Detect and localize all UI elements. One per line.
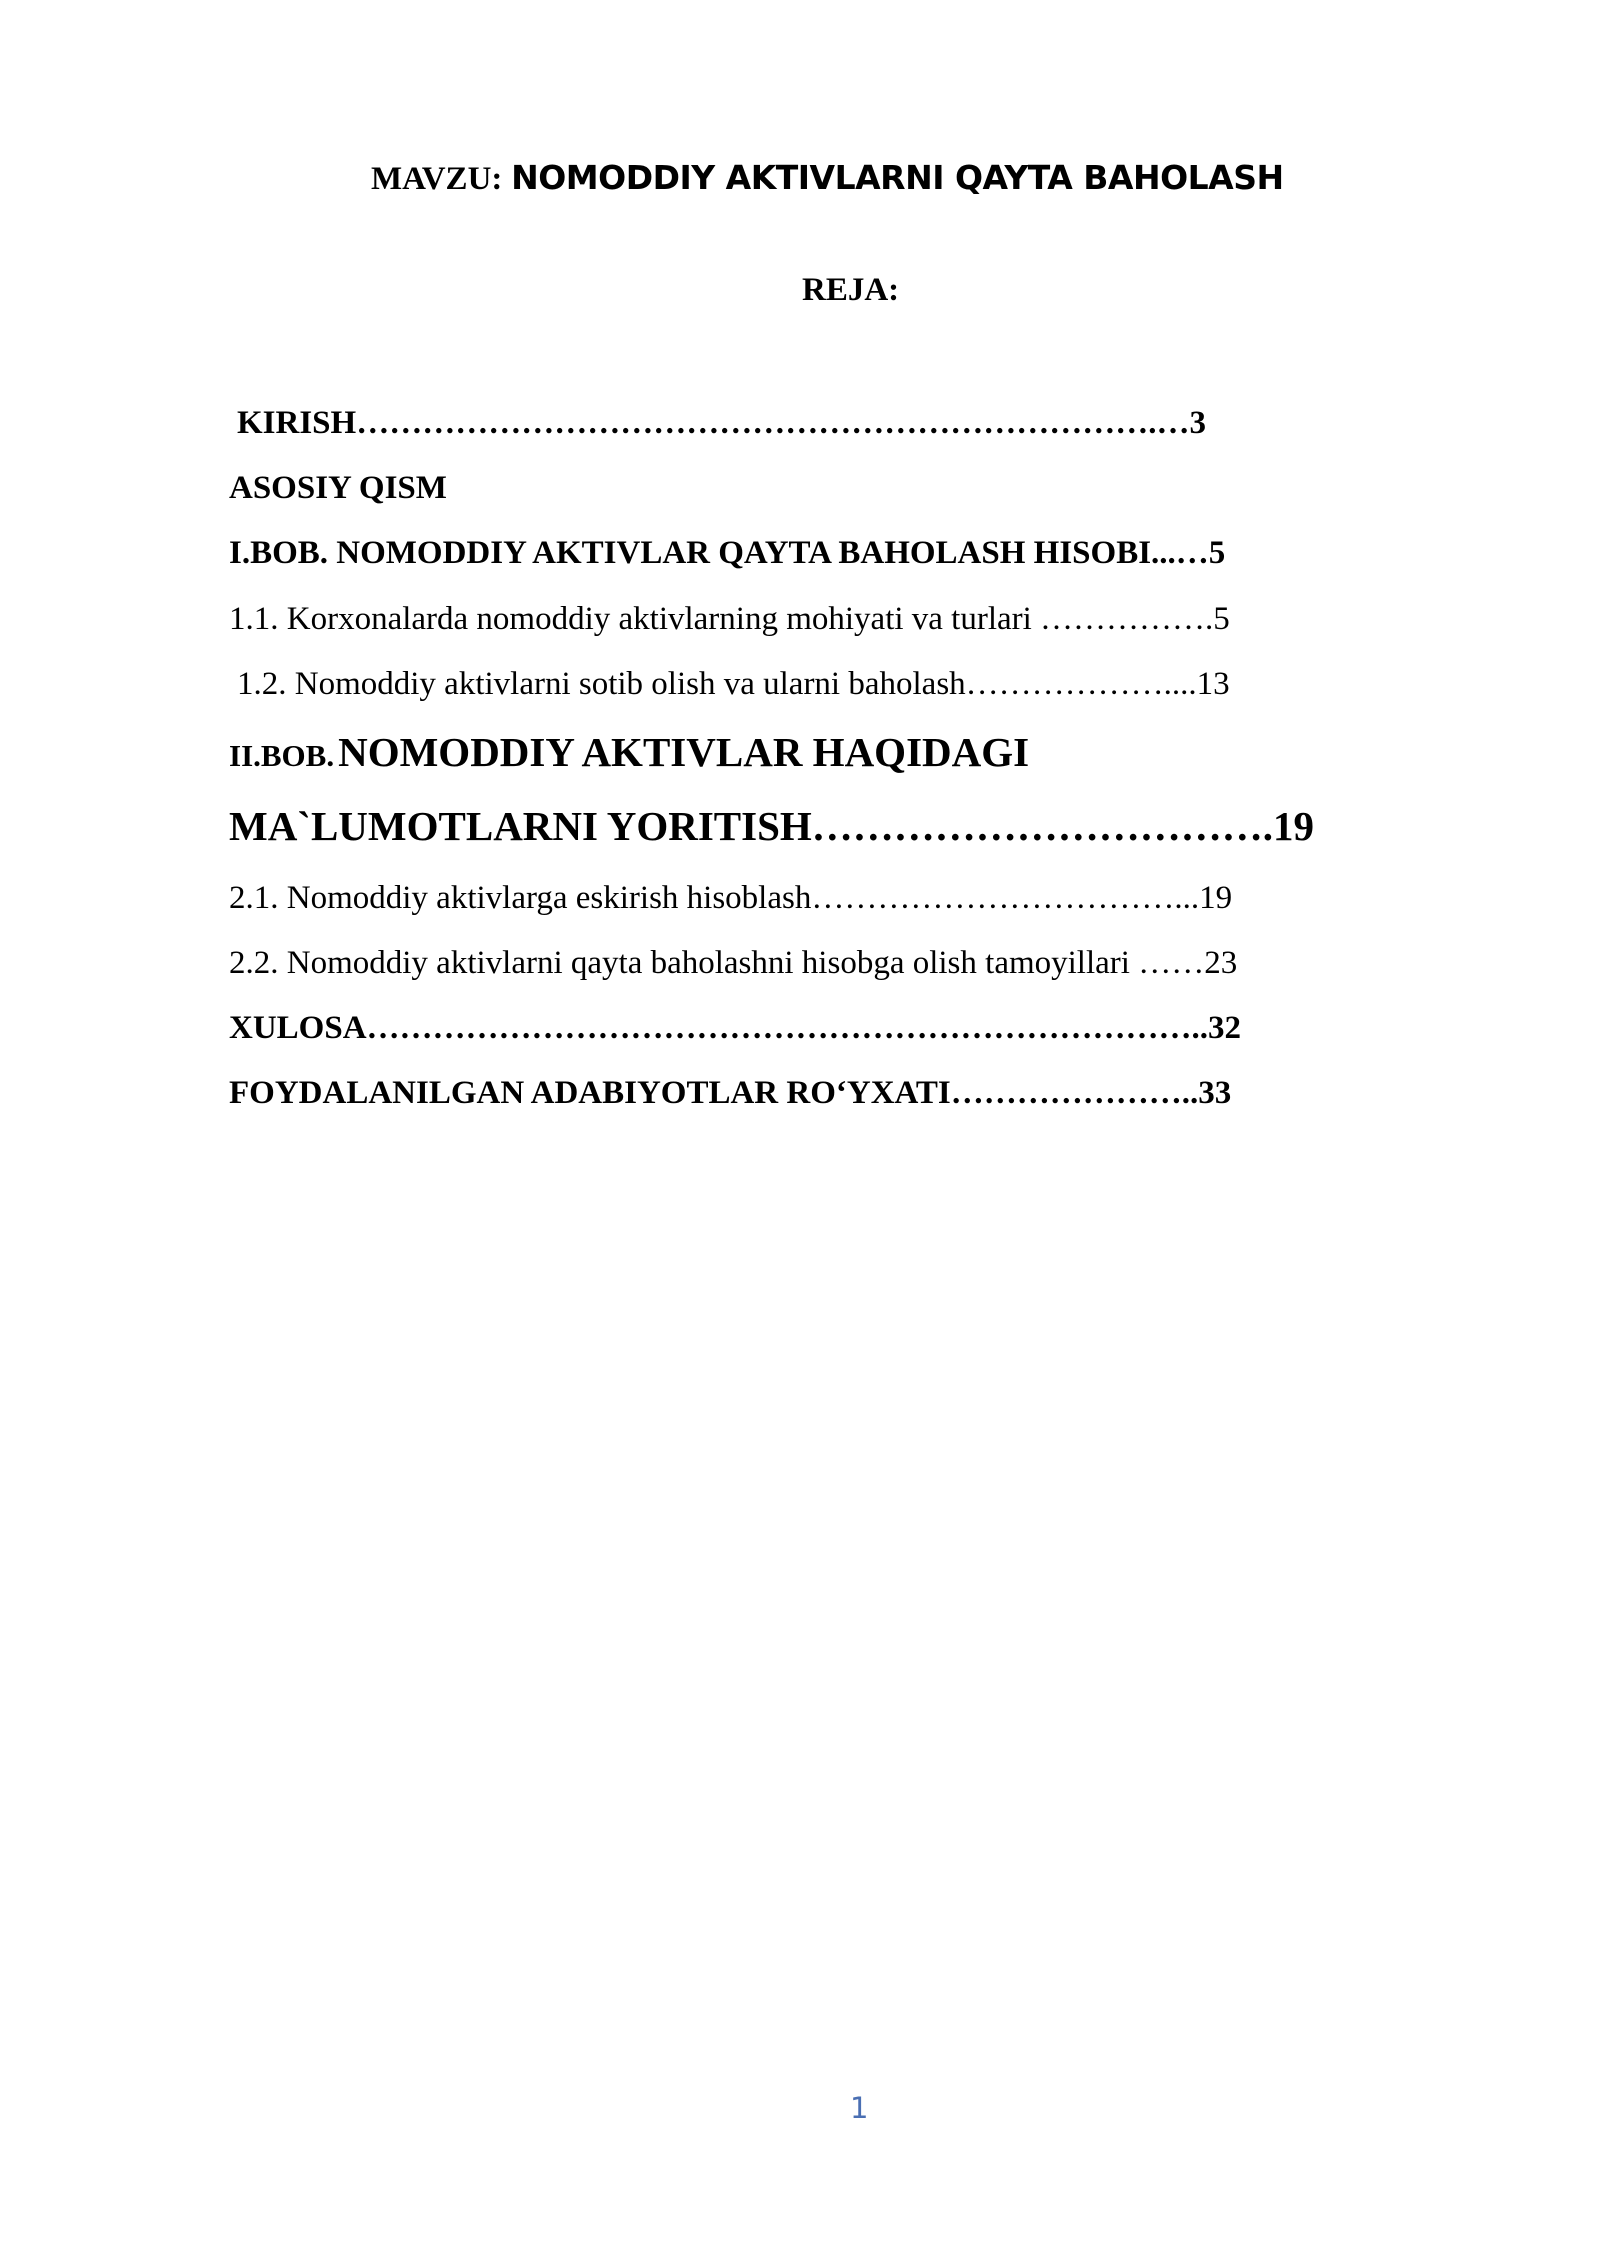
toc-section-1-2: 1.2. Nomoddiy aktivlarni sotib olish va ularni baholash………………....13 xyxy=(237,666,1230,702)
title-topic: NOMODDIY AKTIVLARNI QAYTA BAHOLASH xyxy=(511,158,1284,197)
toc-chapter-1: I.BOB. NOMODDIY AKTIVLAR QAYTA BAHOLASH HISOBI...…5 xyxy=(229,535,1226,571)
chapter-2-title-line-2: MA`LUMOTLARNI YORITISH…………………………….19 xyxy=(229,803,1315,849)
toc-conclusion: XULOSA…………………………………………………………………..32 xyxy=(229,1010,1242,1046)
page-number: 1 xyxy=(850,2091,869,2125)
chapter-2-title-line-1: NOMODDIY AKTIVLAR HAQIDAGI xyxy=(338,729,1030,775)
toc-chapter-2 xyxy=(229,729,1030,775)
toc-section-2-2: 2.2. Nomoddiy aktivlarni qayta baholashni hisobga olish tamoyillari ……23 xyxy=(229,945,1238,981)
toc-section-1-1: 1.1. Korxonalarda nomoddiy aktivlarning mohiyati va turlari …………….5 xyxy=(229,601,1230,637)
toc-section-2-1: 2.1. Nomoddiy aktivlarga eskirish hisoblash……………………………...19 xyxy=(229,880,1233,916)
toc-main-part: ASOSIY QISM xyxy=(229,470,447,506)
document-title xyxy=(371,160,1284,196)
plan-heading: REJA: xyxy=(802,272,900,308)
chapter-2-prefix: II.BOB. xyxy=(229,738,335,773)
toc-references: FOYDALANILGAN ADABIYOTLAR RO‘YXATI…………………..33 xyxy=(229,1075,1232,1111)
title-prefix: MAVZU: xyxy=(371,161,503,197)
toc-intro: KIRISH……………………………………………………………….…3 xyxy=(237,405,1206,441)
